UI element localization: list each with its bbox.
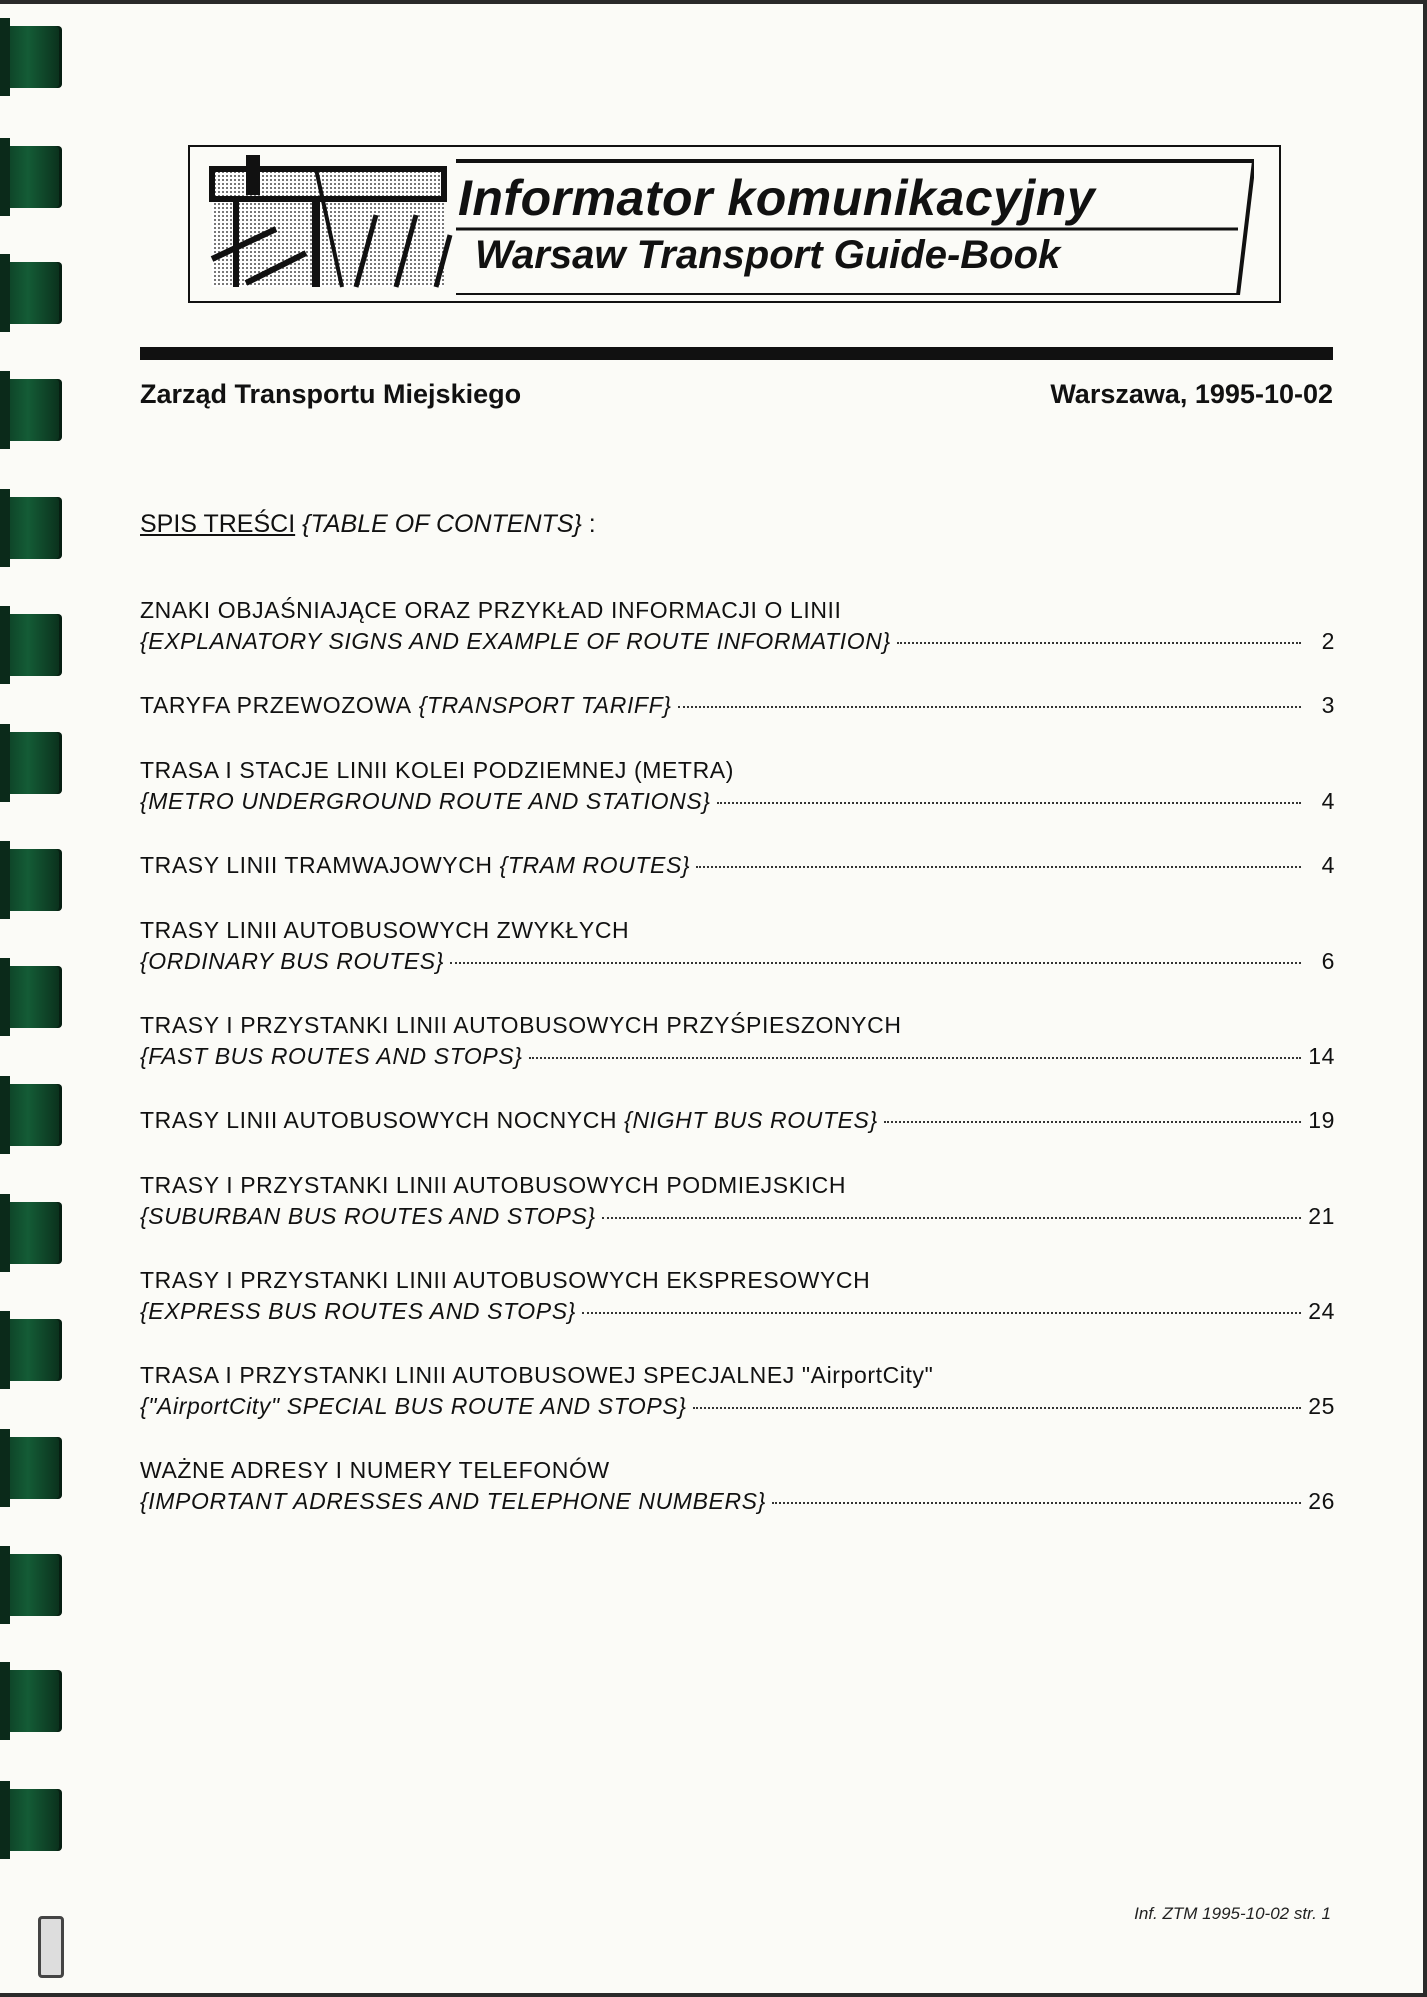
- toc-entry: [140, 1457, 1335, 1519]
- toc-entry-row: [140, 788, 1335, 819]
- guide-title: Informator komunikacyjny: [458, 170, 1096, 226]
- toc-entry: [140, 1012, 1335, 1074]
- binding-ring-icon: [0, 1319, 62, 1381]
- toc-entry-pl: TRASY I PRZYSTANKI LINII AUTOBUSOWYCH EKSPRESOWYCH: [140, 1267, 871, 1293]
- binding-ring-icon: [0, 614, 62, 676]
- binding-ring-icon: [38, 1916, 64, 1978]
- toc-entry-en: {TRAM ROUTES}: [499, 852, 691, 878]
- binding-ring-icon: [0, 497, 62, 559]
- toc-entry: [140, 1362, 1335, 1424]
- toc-entry-pl: TRASY LINII AUTOBUSOWYCH ZWYKŁYCH: [140, 917, 630, 943]
- binding-ring-icon: [0, 262, 62, 324]
- binding-ring-icon: [0, 849, 62, 911]
- toc-page-number: 24: [1308, 1298, 1335, 1324]
- toc-entry-row: [140, 692, 1335, 723]
- toc-page-number: 19: [1308, 1107, 1335, 1133]
- toc-entry-row: [140, 1107, 1335, 1138]
- toc-entry-row: [140, 628, 1335, 659]
- toc-entry-en: {SUBURBAN BUS ROUTES AND STOPS}: [140, 1203, 596, 1229]
- toc-entry-row: [140, 852, 1335, 883]
- toc-page-number: 3: [1321, 692, 1335, 718]
- toc-entry-en: {IMPORTANT ADRESSES AND TELEPHONE NUMBERS}: [140, 1488, 766, 1514]
- toc-entry: [140, 1267, 1335, 1329]
- document-page: [0, 4, 1423, 1993]
- toc-leader-dots: [602, 1217, 1301, 1219]
- toc-entry-en: {"AirportCity" SPECIAL BUS ROUTE AND STOPS}: [140, 1393, 687, 1419]
- toc-page-number: 4: [1321, 788, 1335, 814]
- toc-entry-pl: TRASY I PRZYSTANKI LINII AUTOBUSOWYCH PODMIEJSKICH: [140, 1172, 847, 1198]
- toc-page-number: 6: [1321, 948, 1335, 974]
- toc-entry-row: [140, 948, 1335, 979]
- toc-entry-en: {EXPLANATORY SIGNS AND EXAMPLE OF ROUTE INFORMATION}: [140, 628, 891, 654]
- place-date: Warszawa, 1995-10-02: [1050, 379, 1333, 409]
- organization-name: Zarząd Transportu Miejskiego: [140, 379, 522, 409]
- binding-ring-icon: [0, 1789, 62, 1851]
- toc-leader-dots: [678, 706, 1301, 708]
- toc-page-number: 2: [1321, 628, 1335, 654]
- toc-entry-pl: TRASA I PRZYSTANKI LINII AUTOBUSOWEJ SPECJALNEJ "AirportCity": [140, 1362, 934, 1388]
- binding-ring-icon: [0, 146, 62, 208]
- toc-entry-en: {ORDINARY BUS ROUTES}: [140, 948, 445, 974]
- binding-ring-icon: [0, 732, 62, 794]
- toc-entry-pl: TARYFA PRZEWOZOWA: [140, 692, 412, 718]
- toc-entry: [140, 692, 1335, 723]
- toc-entry-en: {TRANSPORT TARIFF}: [418, 692, 672, 718]
- guide-subtitle: Warsaw Transport Guide-Book: [475, 233, 1061, 277]
- ztm-logo: [206, 155, 456, 295]
- toc-leader-dots: [582, 1312, 1301, 1314]
- toc-page-number: 14: [1308, 1043, 1335, 1069]
- toc-entry-en: {METRO UNDERGROUND ROUTE AND STATIONS}: [140, 788, 711, 814]
- toc-page-number: 26: [1308, 1488, 1335, 1514]
- toc-entry-pl: TRASY I PRZYSTANKI LINII AUTOBUSOWYCH PRZYŚPIESZONYCH: [140, 1012, 902, 1038]
- title-banner: [188, 145, 1281, 303]
- binding-ring-icon: [0, 26, 62, 88]
- toc-entry-row: [140, 1393, 1335, 1424]
- toc-leader-dots: [884, 1121, 1301, 1123]
- binding-ring-icon: [0, 966, 62, 1028]
- binding-ring-icon: [0, 1554, 62, 1616]
- toc-entry: [140, 1107, 1335, 1138]
- toc-entry: [140, 757, 1335, 819]
- toc-entry-row: [140, 1043, 1335, 1074]
- toc-heading-suffix: :: [581, 510, 596, 538]
- binding-ring-icon: [0, 1084, 62, 1146]
- toc-leader-dots: [717, 802, 1301, 804]
- toc-entry: [140, 917, 1335, 979]
- toc-heading: [140, 510, 596, 539]
- toc-entry-en: {FAST BUS ROUTES AND STOPS}: [140, 1043, 523, 1069]
- toc-entry-row: [140, 1298, 1335, 1329]
- toc-entry-row: [140, 1203, 1335, 1234]
- toc-heading-pl: SPIS TREŚCI: [140, 510, 296, 538]
- toc-entry-pl: TRASY LINII TRAMWAJOWYCH: [140, 852, 493, 878]
- binding-ring-icon: [0, 1670, 62, 1732]
- binding-ring-icon: [0, 379, 62, 441]
- toc-leader-dots: [772, 1502, 1301, 1504]
- toc-entry-en: {NIGHT BUS ROUTES}: [624, 1107, 878, 1133]
- toc-entry-row: [140, 1488, 1335, 1519]
- toc-entry-pl: WAŻNE ADRESY I NUMERY TELEFONÓW: [140, 1457, 610, 1483]
- toc-entry: [140, 852, 1335, 883]
- toc-entry-en: {EXPRESS BUS ROUTES AND STOPS}: [140, 1298, 576, 1324]
- toc-entry-pl: TRASA I STACJE LINII KOLEI PODZIEMNEJ (METRA): [140, 757, 734, 783]
- toc-entry-pl: ZNAKI OBJAŚNIAJĄCE ORAZ PRZYKŁAD INFORMACJI O LINII: [140, 597, 842, 623]
- toc-leader-dots: [693, 1407, 1301, 1409]
- toc-heading-en: {TABLE OF CONTENTS}: [302, 510, 582, 538]
- toc-page-number: 21: [1308, 1203, 1335, 1229]
- binding-ring-icon: [0, 1437, 62, 1499]
- toc-leader-dots: [897, 642, 1301, 644]
- binding-ring-icon: [0, 1202, 62, 1264]
- page-footer: Inf. ZTM 1995-10-02 str. 1: [1134, 1904, 1331, 1923]
- toc-page-number: 4: [1321, 852, 1335, 878]
- toc-page-number: 25: [1308, 1393, 1335, 1419]
- toc-leader-dots: [696, 866, 1301, 868]
- toc-leader-dots: [529, 1057, 1301, 1059]
- toc-entry-pl: TRASY LINII AUTOBUSOWYCH NOCNYCH: [140, 1107, 618, 1133]
- toc-entry: [140, 1172, 1335, 1234]
- header-rule: [140, 347, 1333, 360]
- toc-leader-dots: [450, 962, 1301, 964]
- toc-entry: [140, 597, 1335, 659]
